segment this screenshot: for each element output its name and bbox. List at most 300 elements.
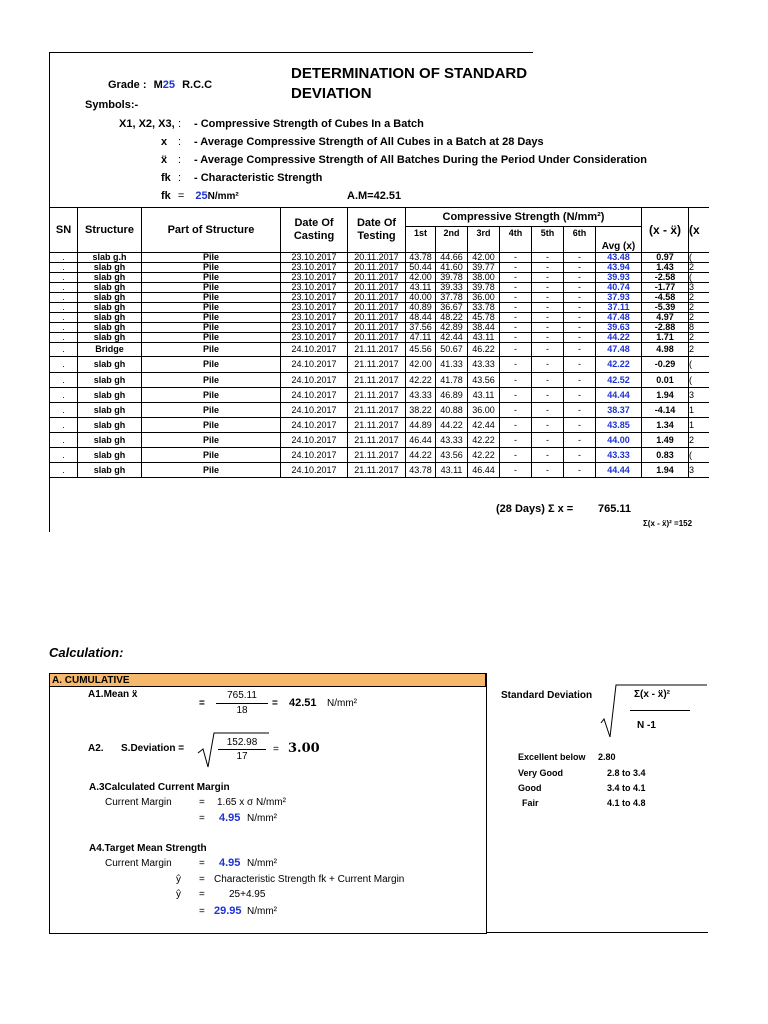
cell-6th: - [564,253,596,263]
grade-verygood-label: Very Good [518,768,564,778]
header-col-4th: 4th [500,227,532,253]
cell-dev: -5.39 [642,303,689,313]
symbol-x123: X1, X2, X3, [119,118,175,130]
a3-cm-label: Current Margin [105,797,172,808]
header-dev2: (x [689,208,709,253]
cell-4th: - [500,388,532,403]
cell-sn: . [50,343,78,357]
symbols-heading: Symbols:- [85,99,139,111]
cell-4th: - [500,313,532,323]
cell-part: Pile [142,313,281,323]
a4-y3-value: 29.95 [214,905,242,917]
cell-3rd: 45.78 [468,313,500,323]
cell-1st: 37.56 [406,323,436,333]
cell-5th: - [532,303,564,313]
cell-sn: . [50,463,78,478]
cell-1st: 43.11 [406,283,436,293]
grade-value: 25 [162,79,175,91]
cell-5th: - [532,343,564,357]
cell-avg: 39.93 [596,273,642,283]
cell-1st: 43.78 [406,463,436,478]
cell-5th: - [532,263,564,273]
cell-casting: 23.10.2017 [281,283,348,293]
cell-casting: 23.10.2017 [281,263,348,273]
cell-sn: . [50,313,78,323]
cell-avg: 37.11 [596,303,642,313]
cell-2nd: 36.67 [436,303,468,313]
a3-cm-formula: 1.65 x σ N/mm² [217,797,286,808]
cell-4th: - [500,373,532,388]
sd-denominator: N -1 [637,720,656,731]
cell-6th: - [564,463,596,478]
cell-2nd: 44.66 [436,253,468,263]
cell-testing: 20.11.2017 [348,263,406,273]
cell-testing: 20.11.2017 [348,323,406,333]
cell-structure: slab gh [78,388,142,403]
cell-dev: -4.58 [642,293,689,303]
cell-sn: . [50,293,78,303]
cell-2nd: 43.33 [436,433,468,448]
cell-avg: 43.48 [596,253,642,263]
header-col-6th: 6th [564,227,596,253]
cell-sn: . [50,357,78,373]
table-row [50,303,709,313]
cell-avg: 44.44 [596,463,642,478]
cell-4th: - [500,293,532,303]
cell-2nd: 42.89 [436,323,468,333]
cell-part: Pile [142,333,281,343]
sum-label: (28 Days) Σ x = [496,503,574,515]
cell-dev2: 1 [689,418,709,433]
cell-testing: 20.11.2017 [348,273,406,283]
cell-testing: 20.11.2017 [348,283,406,293]
cell-testing: 20.11.2017 [348,253,406,263]
fk-symbol: fk [161,190,171,202]
cell-2nd: 44.22 [436,418,468,433]
cell-2nd: 41.78 [436,373,468,388]
cell-casting: 24.10.2017 [281,403,348,418]
cell-2nd: 39.33 [436,283,468,293]
cell-5th: - [532,463,564,478]
cell-dev2: 2 [689,293,709,303]
a3-heading: A.3Calculated Current Margin [89,782,230,793]
a1-denominator: 18 [236,705,248,716]
cell-3rd: 43.56 [468,373,500,388]
cell-dev2: 2 [689,313,709,323]
a4-y1-symbol: ŷ [176,874,181,885]
table-row [50,463,709,478]
symbol-x: x [161,136,168,148]
cell-testing: 20.11.2017 [348,293,406,303]
cell-sn: . [50,283,78,293]
cell-dev: 1.43 [642,263,689,273]
a4-eq2: = [199,874,205,885]
cell-6th: - [564,293,596,303]
cell-avg: 43.33 [596,448,642,463]
a3-cm-unit: N/mm² [247,813,277,824]
cell-testing: 21.11.2017 [348,433,406,448]
cell-6th: - [564,263,596,273]
cell-dev2: 2 [689,263,709,273]
cell-6th: - [564,313,596,323]
cell-avg: 47.48 [596,313,642,323]
table-row [50,388,709,403]
cell-dev: -2.88 [642,323,689,333]
cell-testing: 21.11.2017 [348,463,406,478]
grade-fair-value: 4.1 to 4.8 [607,798,646,808]
cell-avg: 44.22 [596,333,642,343]
a2-denominator: 17 [236,751,248,762]
a4-eq1: = [199,858,205,869]
am-value: A.M=42.51 [347,190,402,202]
a3-eq1: = [199,797,205,808]
cell-4th: - [500,323,532,333]
fk-eq: = [177,190,185,202]
symbol-text-4: - Characteristic Strength [194,172,323,184]
cell-part: Pile [142,283,281,293]
symbol-x-double: ẍ [161,154,168,166]
cell-avg: 44.00 [596,433,642,448]
table-row [50,333,709,343]
cell-4th: - [500,253,532,263]
header-sn: SN [50,208,78,253]
cell-sn: . [50,433,78,448]
cell-6th: - [564,448,596,463]
table-row [50,253,709,263]
cell-6th: - [564,373,596,388]
cell-3rd: 43.11 [468,388,500,403]
cell-structure: slab gh [78,303,142,313]
cell-testing: 21.11.2017 [348,357,406,373]
a3-cm-value: 4.95 [219,812,241,824]
cell-testing: 21.11.2017 [348,373,406,388]
cell-3rd: 33.78 [468,303,500,313]
cell-casting: 24.10.2017 [281,463,348,478]
cell-structure: slab gh [78,433,142,448]
cell-6th: - [564,323,596,333]
cell-3rd: 38.44 [468,323,500,333]
cell-1st: 42.00 [406,273,436,283]
cell-testing: 21.11.2017 [348,403,406,418]
page-title-line2: DEVIATION [291,85,372,102]
cell-1st: 40.00 [406,293,436,303]
cell-5th: - [532,273,564,283]
cell-sn: . [50,263,78,273]
cell-5th: - [532,253,564,263]
cell-part: Pile [142,293,281,303]
table-row [50,313,709,323]
cell-testing: 21.11.2017 [348,418,406,433]
cell-sn: . [50,448,78,463]
cell-part: Pile [142,418,281,433]
cell-2nd: 41.60 [436,263,468,273]
grade-label: Grade : [108,79,147,91]
cell-structure: slab gh [78,463,142,478]
fk-unit: N/mm² [207,191,239,202]
grade-fair-label: Fair [522,798,539,808]
cell-part: Pile [142,388,281,403]
symbol-colon-4: : [178,172,182,184]
cell-1st: 48.44 [406,313,436,323]
cell-sn: . [50,388,78,403]
cell-casting: 23.10.2017 [281,293,348,303]
cell-structure: slab gh [78,448,142,463]
cell-avg: 37.93 [596,293,642,303]
table-row [50,448,709,463]
grade-excellent-value: 2.80 [598,752,616,762]
grade-verygood-value: 2.8 to 3.4 [607,768,646,778]
cell-2nd: 37.78 [436,293,468,303]
cell-3rd: 42.00 [468,253,500,263]
cell-structure: slab gh [78,403,142,418]
cell-dev: 1.94 [642,463,689,478]
a2-eq: = [273,744,279,755]
cell-6th: - [564,343,596,357]
cell-testing: 21.11.2017 [348,448,406,463]
cell-3rd: 46.44 [468,463,500,478]
cell-sn: . [50,323,78,333]
cell-part: Pile [142,343,281,357]
cell-1st: 45.56 [406,343,436,357]
cell-1st: 47.11 [406,333,436,343]
cell-avg: 47.48 [596,343,642,357]
cell-avg: 43.85 [596,418,642,433]
cell-dev2: 3 [689,388,709,403]
cell-4th: - [500,333,532,343]
cell-avg: 42.22 [596,357,642,373]
a4-eq4: = [199,906,205,917]
cell-1st: 43.78 [406,253,436,263]
header-col-2nd: 2nd [436,227,468,253]
cell-dev: -0.29 [642,357,689,373]
cell-2nd: 43.11 [436,463,468,478]
cell-avg: 43.94 [596,263,642,273]
cell-part: Pile [142,323,281,333]
cell-casting: 24.10.2017 [281,448,348,463]
cell-structure: slab gh [78,323,142,333]
table-row [50,403,709,418]
cell-dev: 1.49 [642,433,689,448]
cell-4th: - [500,263,532,273]
sum-squares: Σ(x - ẍ)² =152 [643,519,693,528]
cell-6th: - [564,388,596,403]
cell-avg: 38.37 [596,403,642,418]
sd-numerator: Σ(x - ẍ)² [634,689,671,700]
a4-eq3: = [199,889,205,900]
cell-sn: . [50,333,78,343]
cell-structure: slab gh [78,313,142,323]
cell-1st: 50.44 [406,263,436,273]
cell-testing: 21.11.2017 [348,388,406,403]
cell-casting: 23.10.2017 [281,303,348,313]
cell-4th: - [500,303,532,313]
cell-6th: - [564,403,596,418]
cell-2nd: 46.89 [436,388,468,403]
cell-casting: 23.10.2017 [281,313,348,323]
cell-3rd: 39.77 [468,263,500,273]
a4-cm-label: Current Margin [105,858,172,869]
a4-cm-value: 4.95 [219,857,241,869]
cell-part: Pile [142,373,281,388]
cell-dev: -2.58 [642,273,689,283]
symbol-colon-2: : [178,136,182,148]
cell-2nd: 42.44 [436,333,468,343]
a1-eq: = [199,698,205,709]
symbol-colon-3: : [178,154,182,166]
a1-numerator: 765.11 [216,689,268,704]
sd-fraction-bar [630,710,690,711]
cell-structure: slab gh [78,373,142,388]
a2-numerator: 152.98 [218,736,266,750]
cell-dev2: 3 [689,463,709,478]
cell-4th: - [500,357,532,373]
cell-casting: 24.10.2017 [281,388,348,403]
cell-5th: - [532,293,564,303]
symbol-fk: fk [161,172,171,184]
cell-6th: - [564,273,596,283]
symbol-text-2: - Average Compressive Strength of All Cubes in a Batch at 28 Days [194,136,544,148]
header-dev: (x - ẍ) [642,208,689,253]
cell-dev: 1.94 [642,388,689,403]
a2-number: A2. [88,743,104,754]
header-col-3rd: 3rd [468,227,500,253]
grade-line [108,79,212,91]
cell-6th: - [564,433,596,448]
cell-part: Pile [142,263,281,273]
cell-dev2: ( [689,253,709,263]
grade-good-label: Good [518,783,542,793]
cell-dev2: 8 [689,323,709,333]
cell-1st: 46.44 [406,433,436,448]
a2-name: S.Deviation = [121,743,185,754]
cell-2nd: 43.56 [436,448,468,463]
cell-part: Pile [142,273,281,283]
cell-1st: 44.22 [406,448,436,463]
top-rule [49,52,533,53]
cell-1st: 40.89 [406,303,436,313]
symbol-text-3: - Average Compressive Strength of All Batches During the Period Under Consideration [194,154,647,166]
header-testing: Date Of Testing [348,208,406,253]
cell-4th: - [500,273,532,283]
header-avg: Avg (x) [596,227,642,253]
cell-2nd: 39.78 [436,273,468,283]
a4-y2-symbol: ŷ [176,889,181,900]
cell-casting: 24.10.2017 [281,433,348,448]
cell-testing: 21.11.2017 [348,343,406,357]
section-a-header: A. CUMULATIVE [49,673,486,687]
cell-dev2: ( [689,373,709,388]
cell-casting: 24.10.2017 [281,373,348,388]
fk-line [161,190,239,202]
cell-6th: - [564,333,596,343]
cell-2nd: 41.33 [436,357,468,373]
cell-dev: -1.77 [642,283,689,293]
cell-structure: slab gh [78,283,142,293]
cell-dev2: ( [689,273,709,283]
cell-sn: . [50,303,78,313]
cell-structure: slab gh [78,333,142,343]
cell-5th: - [532,448,564,463]
cell-3rd: 43.11 [468,333,500,343]
cell-5th: - [532,373,564,388]
cell-dev2: 3 [689,283,709,293]
cell-casting: 24.10.2017 [281,357,348,373]
cell-part: Pile [142,357,281,373]
a4-y2-text: 25+4.95 [229,889,266,900]
cell-1st: 42.22 [406,373,436,388]
cell-5th: - [532,418,564,433]
a1-fraction [216,689,268,718]
cell-dev2: 2 [689,303,709,313]
table-row [50,263,709,273]
header-col-1st: 1st [406,227,436,253]
page-title [291,64,527,104]
cell-2nd: 50.67 [436,343,468,357]
cell-structure: slab gh [78,293,142,303]
cell-part: Pile [142,303,281,313]
table-row [50,433,709,448]
cell-sn: . [50,418,78,433]
cell-6th: - [564,418,596,433]
header-col-5th: 5th [532,227,564,253]
cell-3rd: 46.22 [468,343,500,357]
cell-casting: 24.10.2017 [281,418,348,433]
cell-4th: - [500,343,532,357]
cell-3rd: 42.44 [468,418,500,433]
a4-cm-unit: N/mm² [247,858,277,869]
cell-4th: - [500,418,532,433]
cell-1st: 38.22 [406,403,436,418]
table-row [50,357,709,373]
cell-3rd: 36.00 [468,293,500,303]
cell-3rd: 36.00 [468,403,500,418]
page-title-line1: DETERMINATION OF STANDARD [291,65,528,82]
cell-part: Pile [142,403,281,418]
grade-good-value: 3.4 to 4.1 [607,783,646,793]
cell-dev2: 2 [689,333,709,343]
cell-5th: - [532,333,564,343]
cell-dev: 4.98 [642,343,689,357]
a1-unit: N/mm² [327,698,357,709]
table-row [50,373,709,388]
sd-label: Standard Deviation [501,690,593,701]
a3-eq2: = [199,813,205,824]
header-cs: Compressive Strength (N/mm²) [406,208,642,227]
cell-3rd: 42.22 [468,448,500,463]
cell-5th: - [532,433,564,448]
cell-dev2: 2 [689,433,709,448]
cell-2nd: 48.22 [436,313,468,323]
cell-avg: 39.63 [596,323,642,333]
cell-structure: slab gh [78,263,142,273]
symbol-colon-1: : [178,118,182,130]
cell-casting: 23.10.2017 [281,273,348,283]
calc-heading: Calculation: [49,645,124,660]
cell-dev: 1.34 [642,418,689,433]
table-row [50,418,709,433]
cell-structure: slab g.h [78,253,142,263]
sum-value: 765.11 [598,503,632,515]
a1-name: Mean ẍ [103,689,138,700]
a1-number: A1. [88,689,104,700]
cell-2nd: 40.88 [436,403,468,418]
cell-5th: - [532,357,564,373]
a2-result: 3.00 [288,741,320,756]
cell-dev: -4.14 [642,403,689,418]
a4-y1-text: Characteristic Strength fk + Current Margin [214,874,405,885]
header-casting: Date Of Casting [281,208,348,253]
table-row [50,293,709,303]
